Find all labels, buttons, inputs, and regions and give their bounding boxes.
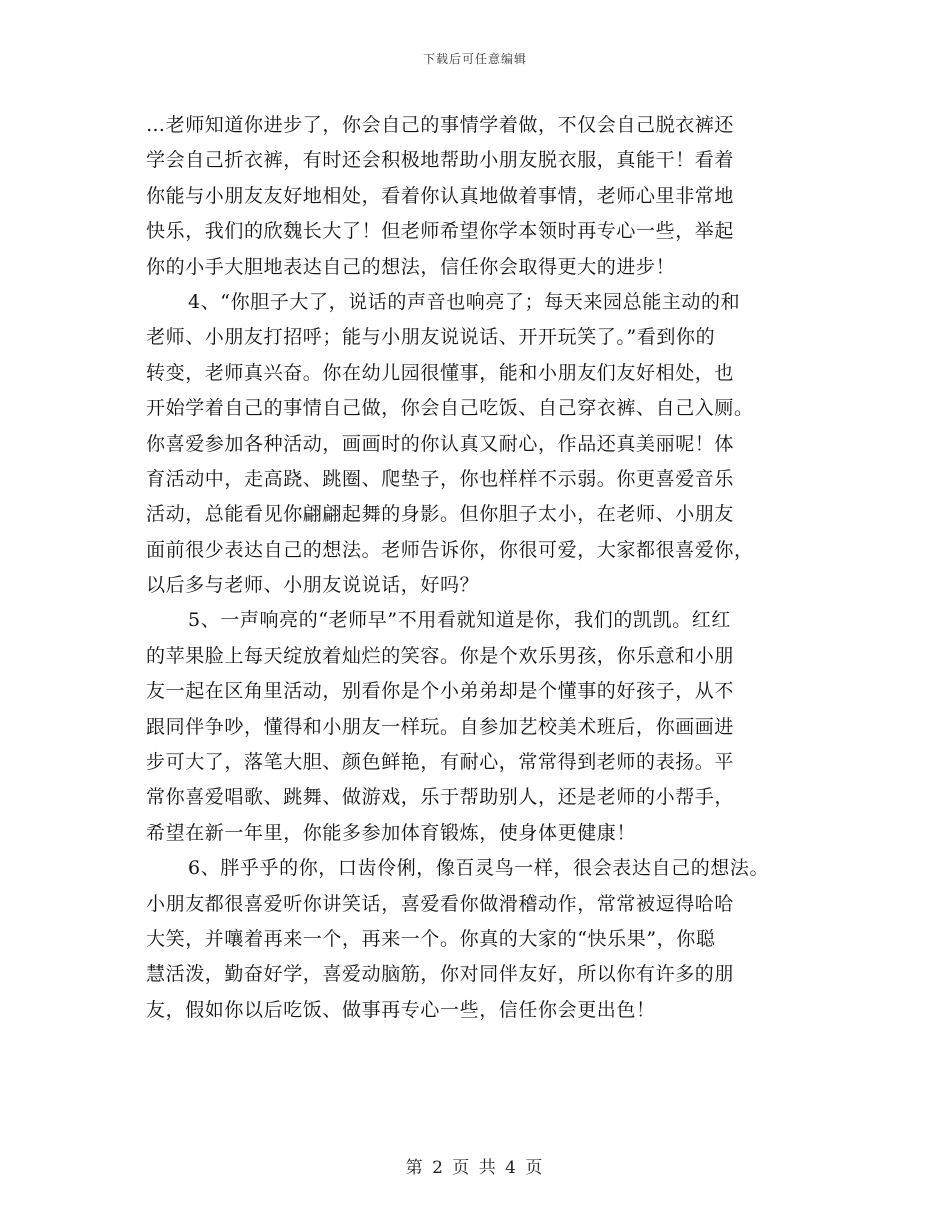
text-line: 开始学着自己的事情自己做，你会自己吃饭、自己穿衣裤、自己入厕。: [146, 397, 754, 420]
text-line: …老师知道你进步了，你会自己的事情学着做，不仅会自己脱衣裤还: [146, 114, 735, 136]
text-line: 4、“你胆子大了，说话的声音也响亮了；每天来园总能主动的和: [188, 290, 741, 313]
text-line: 友一起在区角里活动，别看你是个小弟弟却是个懂事的好孩子，从不: [146, 680, 735, 703]
text-line: 以后多与老师、小朋友说说话，好吗？: [146, 574, 480, 597]
text-line: 学会自己折衣裤，有时还会积极地帮助小朋友脱衣服，真能干！看着: [146, 149, 735, 172]
text-line: 你喜爱参加各种活动，画画时的你认真又耐心，作品还真美丽呢！体: [146, 432, 735, 455]
text-line: 育活动中，走高跷、跳圈、爬垫子，你也样样不示弱。你更喜爱音乐: [146, 467, 735, 490]
text-line: 活动，总能看见你翩翩起舞的身影。但你胆子太小，在老师、小朋友: [146, 503, 735, 526]
text-line: 6、胖乎乎的你，口齿伶俐，像百灵鸟一样，很会表达自己的想法。: [188, 857, 770, 880]
text-line: 快乐，我们的欣魏长大了！但老师希望你学本领时再专心一些，举起: [146, 220, 735, 243]
text-line: 跟同伴争吵，懂得和小朋友一样玩。自参加艺校美术班后，你画画进: [146, 715, 735, 738]
text-line: 你的小手大胆地表达自己的想法，信任你会取得更大的进步！: [146, 255, 676, 278]
text-line: 慧活泼，勤奋好学，喜爱动脑筋，你对同伴友好，所以你有许多的朋: [146, 963, 735, 986]
text-line: 你能与小朋友友好地相处，看着你认真地做着事情，老师心里非常地: [146, 184, 735, 207]
text-line: 小朋友都很喜爱听你讲笑话，喜爱看你做滑稽动作，常常被逗得哈哈: [146, 892, 735, 915]
page-footer: 第 2 页 共 4 页: [405, 1158, 545, 1178]
text-line: 老师、小朋友打招呼；能与小朋友说说话、开开玩笑了。”看到你的: [146, 326, 716, 349]
text-line: 步可大了，落笔大胆、颜色鲜艳，有耐心，常常得到老师的表扬。平: [146, 751, 735, 774]
page-header: 下载后可任意编辑: [422, 52, 527, 66]
text-line: 希望在新一年里，你能多参加体育锻炼，使身体更健康！: [146, 821, 637, 844]
text-line: 面前很少表达自己的想法。老师告诉你，你很可爱，大家都很喜爱你，: [146, 538, 754, 561]
body-text: [146, 108, 806, 1028]
text-line: 常你喜爱唱歌、跳舞、做游戏，乐于帮助别人，还是老师的小帮手，: [146, 786, 735, 809]
text-line: 大笑，并嚷着再来一个，再来一个。你真的大家的“快乐果”，你聪: [146, 927, 716, 950]
text-line: 友，假如你以后吃饭、做事再专心一些，信任你会更出色！: [146, 998, 656, 1021]
text-line: 转变，老师真兴奋。你在幼儿园很懂事，能和小朋友们友好相处，也: [146, 361, 735, 384]
text-line: 的苹果脸上每天绽放着灿烂的笑容。你是个欢乐男孩，你乐意和小朋: [146, 644, 735, 667]
text-line: 5、一声响亮的“老师早”不用看就知道是你，我们的凯凯。红红: [188, 609, 731, 632]
